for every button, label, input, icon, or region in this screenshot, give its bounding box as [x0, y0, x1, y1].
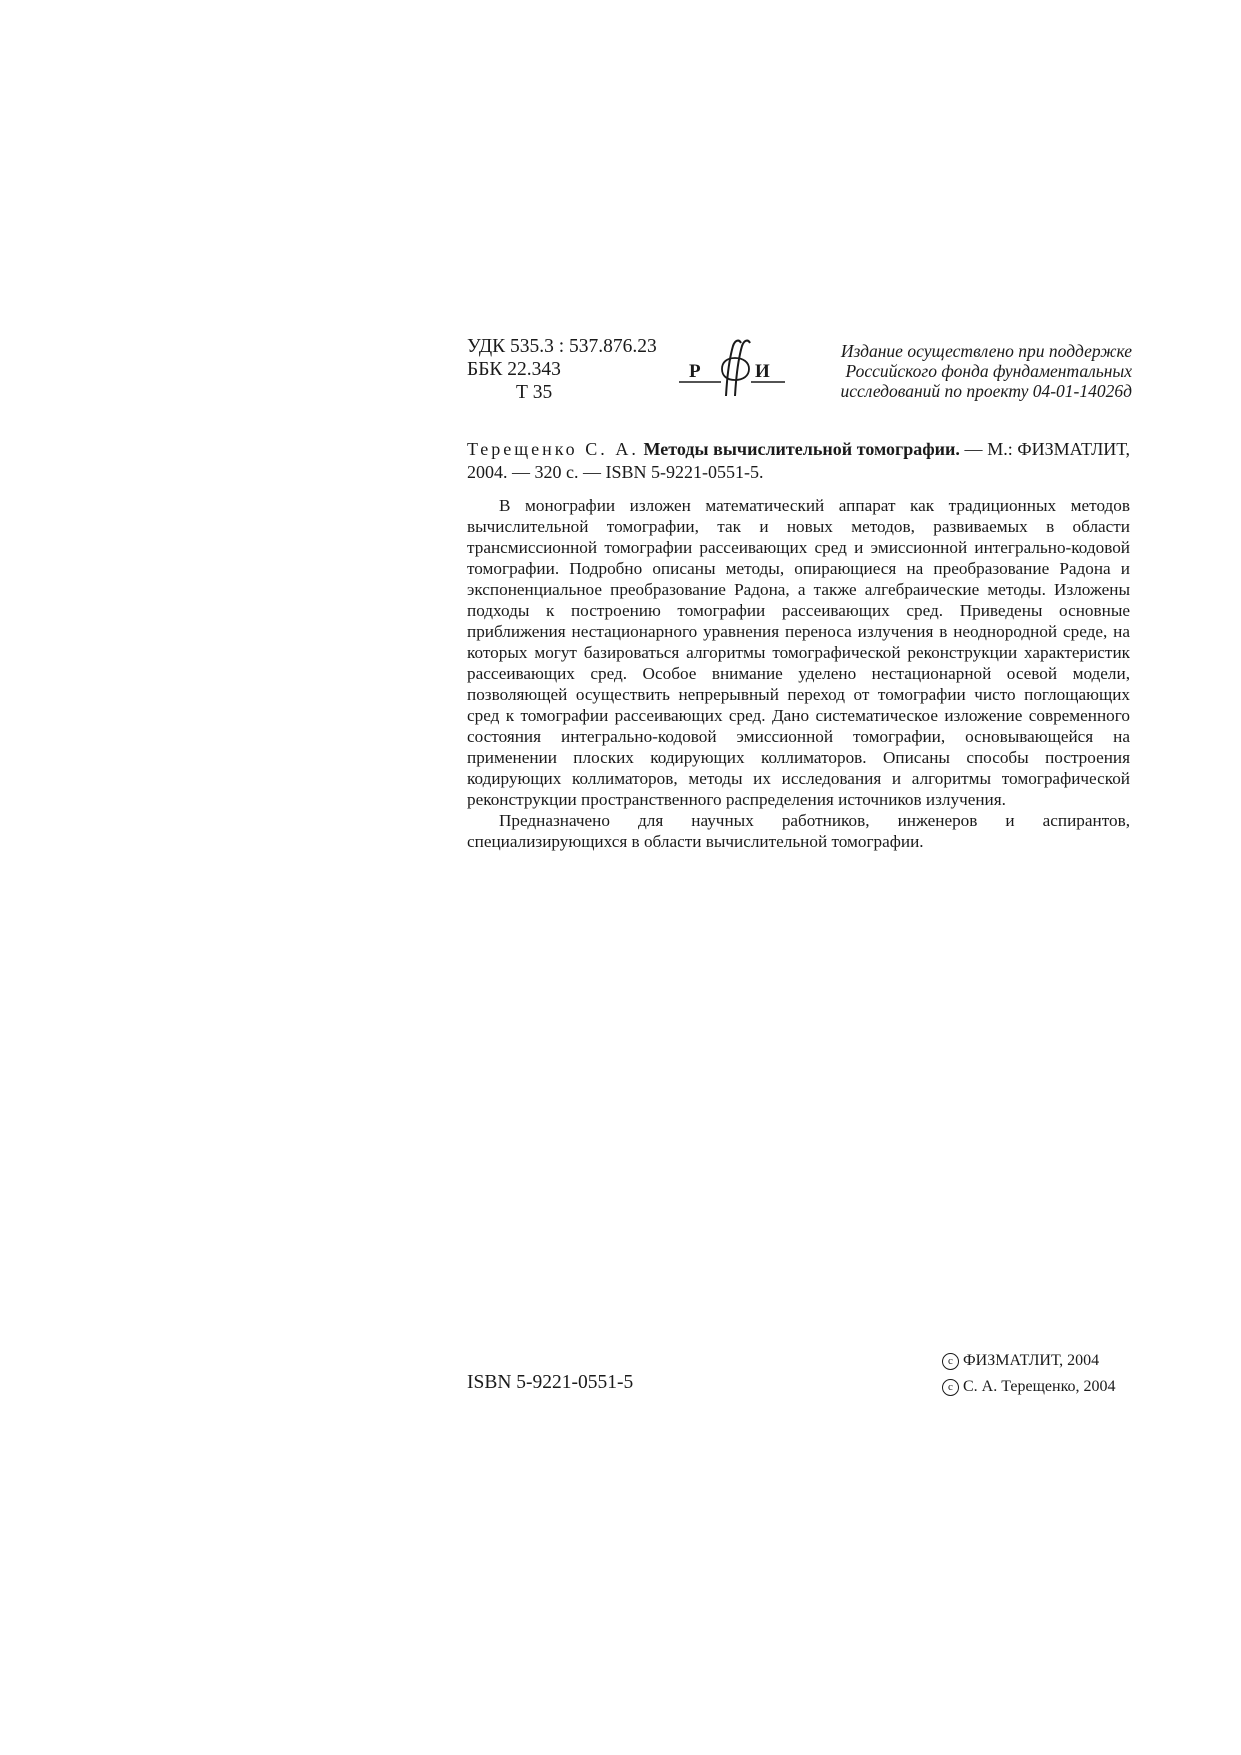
- funding-line: исследований по проекту 04-01-14026д: [840, 381, 1132, 401]
- copyright-line: [942, 1348, 1116, 1374]
- author-mark: Т 35: [516, 382, 553, 403]
- funding-note: [792, 341, 1132, 401]
- udc-code: УДК 535.3 : 537.876.23: [467, 336, 657, 357]
- copyright-icon: c: [942, 1353, 959, 1370]
- rffi-logo-icon: [677, 338, 787, 400]
- abstract: [467, 495, 1130, 852]
- copyright-holder: С. А. Терещенко, 2004: [963, 1378, 1116, 1395]
- logo-letter-right: И: [755, 361, 770, 382]
- bibliographic-citation: [467, 438, 1130, 484]
- copyright-line: [942, 1374, 1116, 1400]
- classification-block: [467, 335, 657, 404]
- abstract-paragraph: Предназначено для научных работников, инженеров и аспирантов, специализирующихся в области вычислительной томографии.: [467, 811, 1130, 851]
- citation-title: Методы вычислительной томографии.: [643, 439, 960, 459]
- funding-line: Российского фонда фундаментальных: [845, 361, 1132, 381]
- bbk-code: ББК 22.343: [467, 359, 561, 380]
- funding-line: Издание осуществлено при поддержке: [840, 341, 1132, 361]
- citation-details: — М.: ФИЗМАТЛИТ, 2004. — 320 с. — ISBN 5-9221-0551-5.: [467, 439, 1131, 482]
- copyright-holder: ФИЗМАТЛИТ, 2004: [963, 1352, 1100, 1369]
- abstract-paragraph: В монографии изложен математический аппарат как традиционных методов вычислительной томографии, так и новых методов, развиваемых в области трансмиссионной томографии рассеивающих сред и эмиссионной интегрально-кодовой томографии. Подробно описаны методы, опирающиеся на преобразование Радона и экспоненциальное преобразование Радона, а также алгебраические методы. Изложены подходы к построению томографии рассеивающих сред. Приведены основные приближения нестационарного уравнения переноса излучения в неоднородной среде, на которых могут базироваться алгоритмы томографической реконструкции характеристик рассеивающих сред. Особое внимание уделено нестационарной осевой модели, позволяющей осуществить непрерывный переход от томографии чисто поглощающих сред к томографии рассеивающих сред. Дано систематическое изложение современного состояния интегрально-кодовой эмиссионной томографии, основывающейся на применении плоских кодирующих коллиматоров. Описаны способы построения кодирующих коллиматоров, методы их исследования и алгоритмы томографической реконструкции пространственного распределения источников излучения.: [467, 496, 1130, 809]
- logo-letter-left: Р: [689, 361, 701, 382]
- copyright-icon: c: [942, 1379, 959, 1396]
- isbn: ISBN 5-9221-0551-5: [467, 1372, 634, 1393]
- copyright-block: [942, 1348, 1116, 1400]
- citation-author: Терещенко С. А.: [467, 439, 639, 459]
